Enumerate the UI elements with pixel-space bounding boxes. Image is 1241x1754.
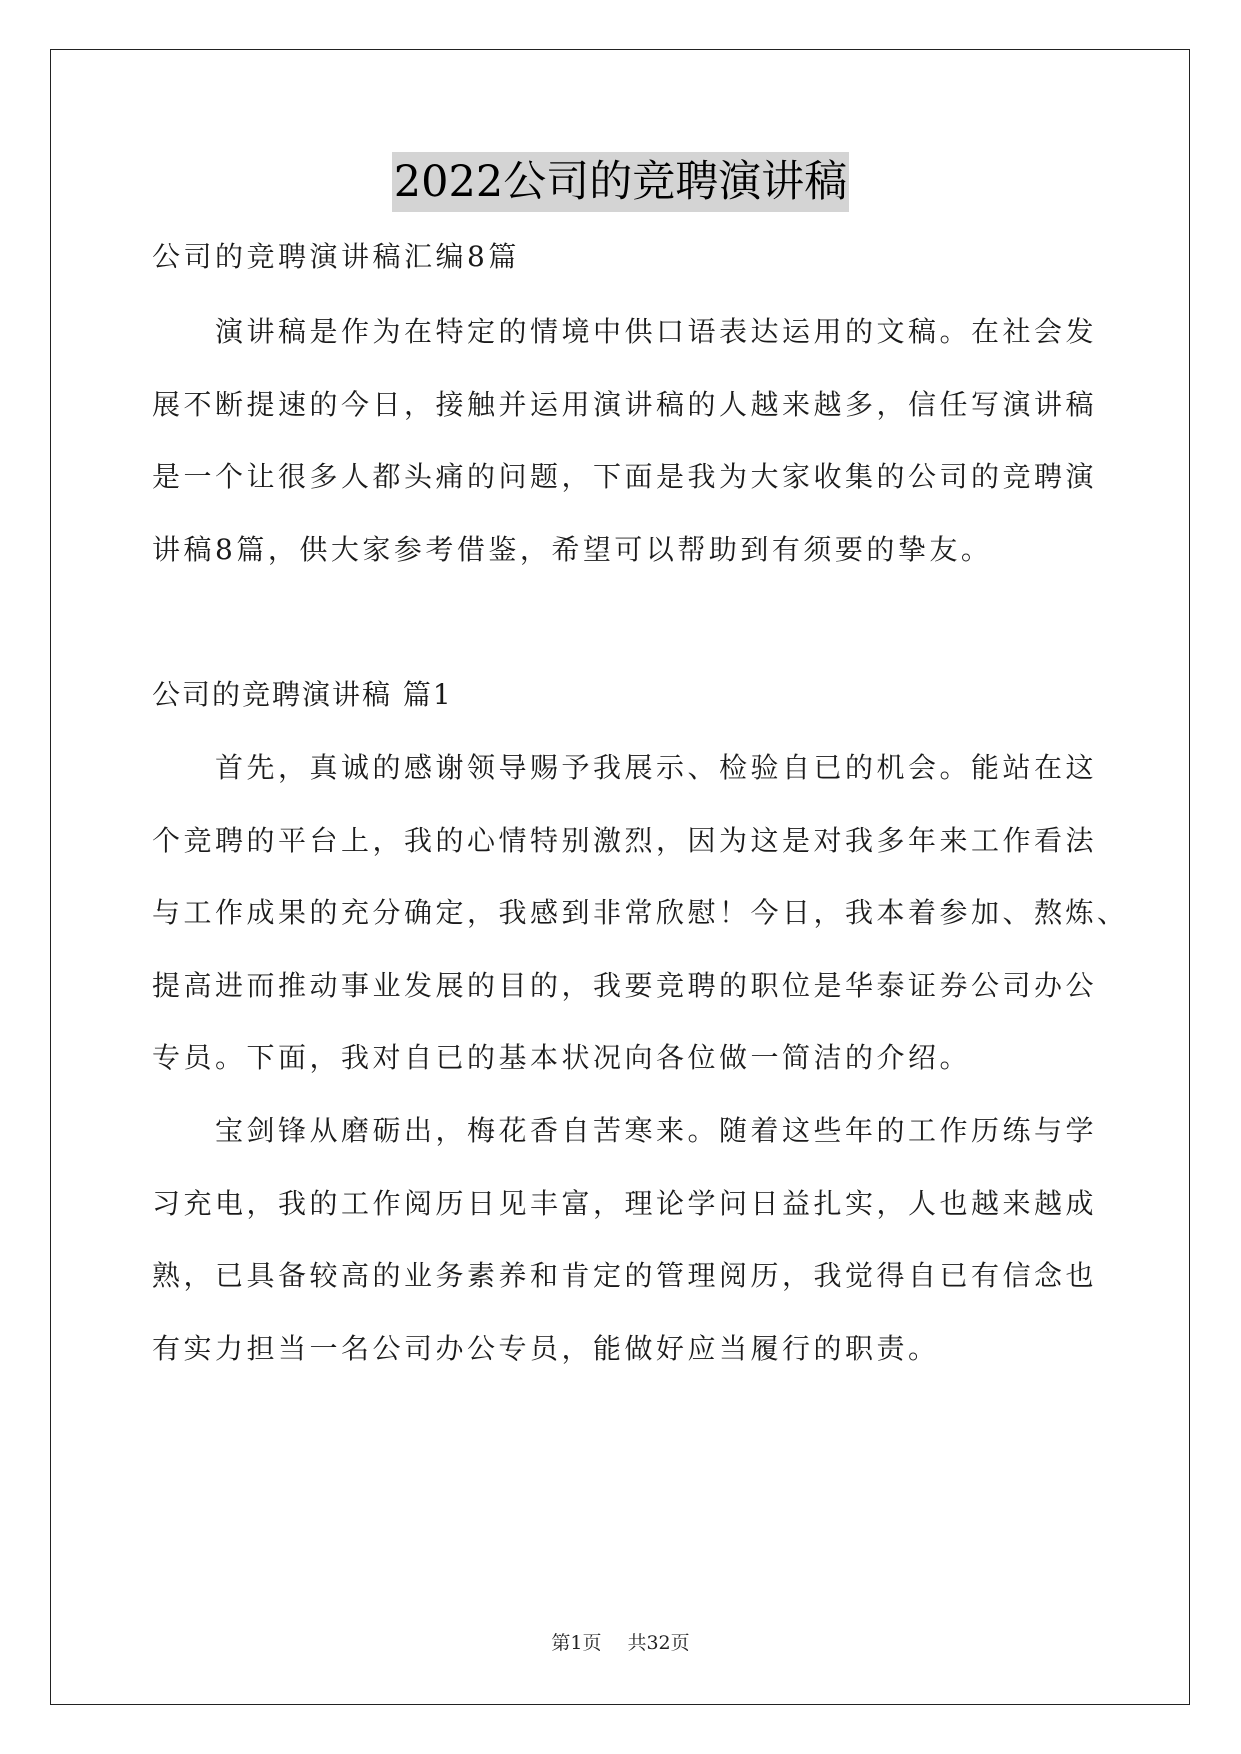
section-1-para-1-line-5: 专员。下面，我对自已的基本状况向各位做一简洁的介绍。 [152, 1041, 972, 1074]
section-1-para-2-line-1: 宝剑锋从磨砺出，梅花香自苦寒来。随着这些年的工作历练与学 [215, 1114, 1098, 1147]
section-1-heading: 公司的竞聘演讲稿 篇1 [152, 678, 453, 711]
section-1-para-1-line-4: 提高进而推动事业发展的目的，我要竞聘的职位是华泰证券公司办公 [152, 969, 1098, 1002]
intro-line-2: 展不断提速的今日，接触并运用演讲稿的人越来越多，信任写演讲稿 [152, 388, 1098, 421]
page-footer [0, 1630, 1241, 1656]
page-number: 第1页 [551, 1632, 602, 1654]
page-border [50, 49, 1190, 1705]
section-1-para-2-line-4: 有实力担当一名公司办公专员，能做好应当履行的职责。 [152, 1332, 940, 1365]
section-1-para-1-line-2: 个竞聘的平台上，我的心情特别激烈，因为这是对我多年来工作看法 [152, 824, 1098, 857]
section-1-para-2-line-3: 熟，已具备较高的业务素养和肯定的管理阅历，我觉得自已有信念也 [152, 1259, 1098, 1292]
intro-line-4: 讲稿8篇，供大家参考借鉴，希望可以帮助到有须要的挚友。 [152, 533, 993, 566]
intro-line-1: 演讲稿是作为在特定的情境中供口语表达运用的文稿。在社会发 [215, 315, 1098, 348]
intro-line-3: 是一个让很多人都头痛的问题，下面是我为大家收集的公司的竞聘演 [152, 460, 1098, 493]
section-1-para-2-line-2: 习充电，我的工作阅历日见丰富，理论学问日益扎实，人也越来越成 [152, 1187, 1098, 1220]
total-pages: 共32页 [627, 1632, 690, 1654]
document-title: 2022公司的竞聘演讲稿 [392, 152, 849, 212]
title-container [0, 152, 1241, 212]
section-1-para-1-line-1: 首先，真诚的感谢领导赐予我展示、检验自已的机会。能站在这 [215, 751, 1098, 784]
document-subtitle: 公司的竞聘演讲稿汇编8篇 [152, 240, 520, 273]
section-1-para-1-line-3: 与工作成果的充分确定，我感到非常欣慰！今日，我本着参加、熬炼、 [152, 896, 1129, 929]
